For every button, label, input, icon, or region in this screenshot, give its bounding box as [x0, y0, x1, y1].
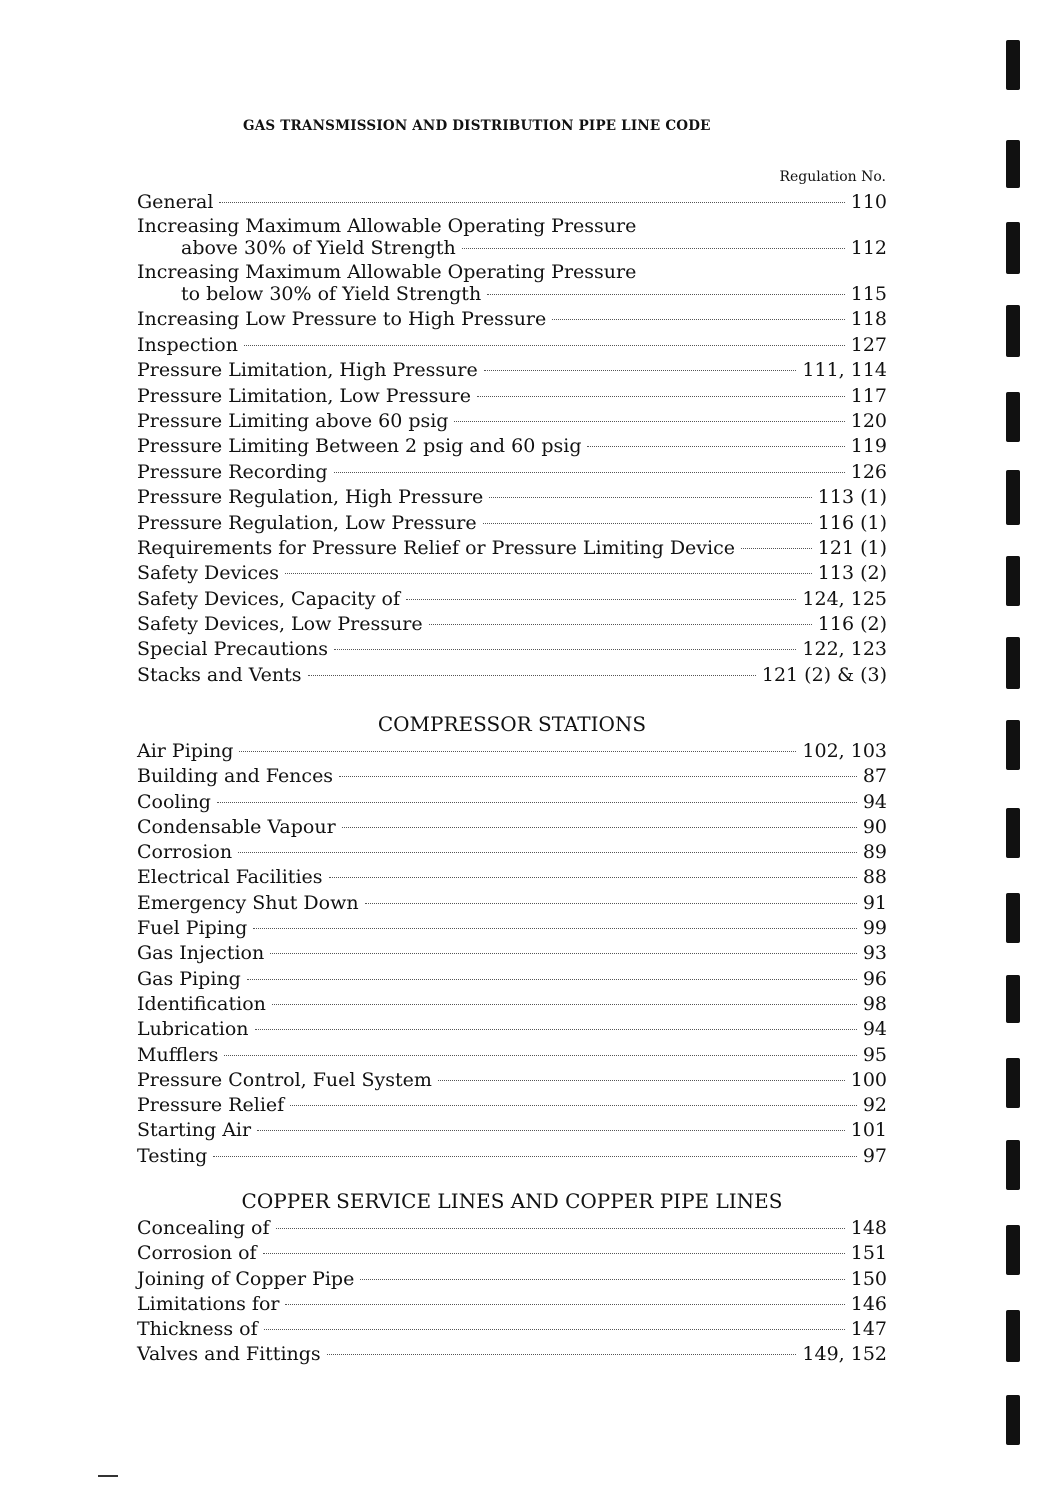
dot-leader — [484, 370, 797, 371]
entry-label: Fuel Piping — [137, 917, 248, 940]
entry-ref: 93 — [862, 942, 887, 965]
index-entry — [137, 1241, 887, 1266]
entry-ref: 116 (2) — [817, 613, 887, 636]
entry-label: Electrical Facilities — [137, 866, 323, 889]
binding-mark — [1006, 140, 1020, 188]
entry-label: Corrosion — [137, 841, 233, 864]
binding-mark — [1006, 470, 1020, 525]
dot-leader — [219, 202, 844, 203]
binding-mark — [1006, 1225, 1020, 1275]
binding-mark — [1006, 893, 1020, 943]
entry-label: Safety Devices, Capacity of — [137, 587, 400, 610]
entry-label: Pressure Limitation, High Pressure — [137, 359, 478, 382]
dot-leader — [454, 421, 844, 422]
entry-label: Stacks and Vents — [137, 663, 302, 686]
entry-ref: 120 — [850, 409, 887, 432]
entry-ref: 113 (2) — [817, 562, 887, 585]
dot-leader — [477, 396, 845, 397]
scan-artifact — [98, 1475, 118, 1477]
entry-label: Identification — [137, 992, 266, 1015]
entry-ref: 148 — [850, 1217, 887, 1239]
dot-leader — [334, 472, 845, 473]
entry-label: Pressure Regulation, High Pressure — [137, 486, 484, 509]
entry-ref: 92 — [862, 1094, 887, 1117]
index-entry — [137, 215, 887, 261]
binding-mark — [1006, 40, 1020, 90]
general-section — [137, 190, 887, 688]
entry-label: Building and Fences — [137, 765, 334, 788]
index-entry — [137, 916, 887, 941]
entry-label: Gas Injection — [137, 942, 265, 965]
dot-leader — [253, 928, 857, 929]
entry-label: Pressure Relief — [137, 1094, 285, 1117]
entry-ref: 121 (1) — [817, 536, 887, 559]
index-entry — [137, 663, 887, 688]
dot-leader — [741, 548, 812, 549]
index-entry — [137, 460, 887, 485]
entry-label: Starting Air — [137, 1119, 252, 1142]
entry-label: Safety Devices — [137, 562, 279, 585]
index-entry — [137, 190, 887, 215]
index-entry — [137, 409, 887, 434]
binding-mark — [1006, 392, 1020, 442]
entry-label: Concealing of — [137, 1217, 270, 1239]
entry-ref: 112 — [850, 237, 887, 260]
index-entry — [137, 1093, 887, 1118]
dot-leader — [327, 1354, 797, 1355]
dot-leader — [263, 1253, 845, 1254]
entry-label: Corrosion of — [137, 1242, 257, 1265]
index-entry — [137, 637, 887, 662]
entry-ref: 102, 103 — [802, 740, 887, 762]
index-entry — [137, 261, 887, 307]
index-entry — [137, 1017, 887, 1042]
entry-label: Special Precautions — [137, 638, 329, 661]
entry-label: Increasing Maximum Allowable Operating Pressure — [137, 215, 637, 238]
index-entry — [137, 384, 887, 409]
entry-label: Joining of Copper Pipe — [137, 1267, 355, 1290]
dot-leader — [342, 827, 857, 828]
dot-leader — [587, 446, 844, 447]
dot-leader — [272, 1004, 857, 1005]
dot-leader — [217, 802, 857, 803]
entry-ref: 147 — [850, 1318, 887, 1341]
dot-leader — [239, 751, 796, 752]
entry-ref: 151 — [850, 1242, 887, 1265]
index-entry — [137, 1342, 887, 1367]
entry-ref: 115 — [850, 283, 887, 306]
entry-ref: 127 — [850, 333, 887, 356]
entry-ref: 111, 114 — [802, 359, 887, 382]
entry-ref: 90 — [862, 815, 887, 838]
index-entry — [137, 1068, 887, 1093]
entry-ref: 116 (1) — [817, 511, 887, 534]
entry-label: Gas Piping — [137, 967, 241, 990]
entry-label: Testing — [137, 1144, 208, 1167]
dot-leader — [406, 599, 796, 600]
index-entry — [137, 485, 887, 510]
dot-leader — [238, 852, 857, 853]
section-heading: COMPRESSOR STATIONS — [377, 712, 647, 736]
entry-ref: 94 — [862, 790, 887, 813]
index-entry — [137, 992, 887, 1017]
entry-label: Cooling — [137, 790, 211, 813]
binding-mark — [1006, 556, 1020, 606]
entry-ref: 121 (2) & (3) — [761, 663, 887, 686]
dot-leader — [438, 1080, 845, 1081]
index-entry — [137, 1317, 887, 1342]
entry-ref: 119 — [850, 435, 887, 458]
copper-lines-section — [137, 1186, 887, 1368]
dot-leader — [429, 624, 812, 625]
entry-ref: 101 — [850, 1119, 887, 1142]
dot-leader — [339, 776, 857, 777]
entry-label: Pressure Recording — [137, 460, 328, 483]
dot-leader — [244, 345, 845, 346]
index-entry — [137, 764, 887, 789]
binding-mark — [1006, 975, 1020, 1023]
entry-ref: 96 — [862, 967, 887, 990]
binding-mark — [1006, 305, 1020, 357]
index-entry — [137, 1292, 887, 1317]
entry-label: Limitations for — [137, 1292, 280, 1315]
entry-ref: 87 — [862, 765, 887, 788]
entry-label: Pressure Limiting Between 2 psig and 60 psig — [137, 435, 582, 458]
entry-label: Requirements for Pressure Relief or Pressure Limiting Device — [137, 536, 735, 559]
dot-leader — [224, 1055, 856, 1056]
binding-mark — [1006, 1395, 1020, 1445]
entry-label: Safety Devices, Low Pressure — [137, 613, 423, 636]
entry-ref: 100 — [850, 1068, 887, 1091]
entry-label: Pressure Limiting above 60 psig — [137, 409, 449, 432]
entry-ref: 94 — [862, 1018, 887, 1041]
index-entry — [137, 815, 887, 840]
section-heading: COPPER SERVICE LINES AND COPPER PIPE LINES — [241, 1189, 783, 1213]
dot-leader — [365, 903, 857, 904]
dot-leader — [257, 1130, 845, 1131]
entry-ref: 91 — [862, 891, 887, 914]
index-entry — [137, 840, 887, 865]
entry-label: Mufflers — [137, 1043, 219, 1066]
entry-label: Thickness of — [137, 1318, 258, 1341]
entry-ref: 110 — [850, 191, 887, 213]
binding-mark — [1006, 720, 1020, 770]
binding-mark — [1006, 1310, 1020, 1362]
dot-leader — [462, 248, 845, 249]
dot-leader — [264, 1329, 845, 1330]
entry-label: Increasing Low Pressure to High Pressure — [137, 308, 547, 331]
entry-label: Lubrication — [137, 1018, 249, 1041]
dot-leader — [285, 1304, 844, 1305]
index-entry — [137, 739, 887, 764]
index-entry — [137, 612, 887, 637]
entry-ref: 99 — [862, 917, 887, 940]
entry-ref: 146 — [850, 1292, 887, 1315]
compressor-stations-section — [137, 709, 887, 1169]
index-entry — [137, 587, 887, 612]
dot-leader — [308, 675, 756, 676]
entry-ref: 89 — [862, 841, 887, 864]
entry-ref: 113 (1) — [817, 486, 887, 509]
index-entry — [137, 1118, 887, 1143]
dot-leader — [489, 497, 811, 498]
dot-leader — [483, 523, 812, 524]
dot-leader — [290, 1105, 857, 1106]
entry-ref: 118 — [850, 308, 887, 331]
binding-mark — [1006, 1140, 1020, 1190]
dot-leader — [552, 319, 844, 320]
dot-leader — [285, 573, 812, 574]
entry-label: Condensable Vapour — [137, 815, 336, 838]
entry-label: Air Piping — [137, 740, 234, 762]
index-entry — [137, 790, 887, 815]
dot-leader — [255, 1029, 857, 1030]
dot-leader — [276, 1228, 845, 1229]
entry-label: Emergency Shut Down — [137, 891, 359, 914]
entry-label: Pressure Limitation, Low Pressure — [137, 384, 471, 407]
entry-label: General — [137, 191, 214, 213]
entry-ref: 122, 123 — [802, 638, 887, 661]
entry-label-continued: above 30% of Yield Strength — [181, 237, 456, 260]
index-entry — [137, 1144, 887, 1169]
index-entry — [137, 511, 887, 536]
entry-label: Increasing Maximum Allowable Operating Pressure — [137, 261, 637, 284]
index-entry — [137, 536, 887, 561]
binding-mark — [1006, 808, 1020, 858]
entry-ref: 149, 152 — [802, 1343, 887, 1366]
entry-ref: 124, 125 — [802, 587, 887, 610]
index-entry — [137, 865, 887, 890]
binding-mark — [1006, 1058, 1020, 1108]
index-entry — [137, 1043, 887, 1068]
dot-leader — [247, 979, 857, 980]
column-header: Regulation No. — [779, 169, 886, 185]
index-entry — [137, 358, 887, 383]
page-title: GAS TRANSMISSION AND DISTRIBUTION PIPE LINE CODE — [243, 118, 711, 134]
binding-mark — [1006, 637, 1020, 689]
index-entry — [137, 561, 887, 586]
binding-mark — [1006, 222, 1020, 274]
dot-leader — [329, 877, 857, 878]
dot-leader — [360, 1279, 844, 1280]
entry-ref: 150 — [850, 1267, 887, 1290]
index-entry — [137, 434, 887, 459]
index-entry — [137, 333, 887, 358]
entry-label: Valves and Fittings — [137, 1343, 321, 1366]
entry-label: Pressure Control, Fuel System — [137, 1068, 432, 1091]
index-entry — [137, 941, 887, 966]
entry-ref: 117 — [850, 384, 887, 407]
index-entry — [137, 891, 887, 916]
dot-leader — [487, 294, 845, 295]
entry-ref: 97 — [862, 1144, 887, 1167]
index-entry — [137, 1267, 887, 1292]
dot-leader — [270, 953, 857, 954]
entry-label: Pressure Regulation, Low Pressure — [137, 511, 477, 534]
dot-leader — [213, 1156, 857, 1157]
entry-ref: 88 — [862, 866, 887, 889]
entry-ref: 126 — [850, 460, 887, 483]
index-entry — [137, 307, 887, 332]
entry-ref: 98 — [862, 992, 887, 1015]
index-entry — [137, 967, 887, 992]
index-entry — [137, 1216, 887, 1241]
entry-label-continued: to below 30% of Yield Strength — [181, 283, 482, 306]
entry-ref: 95 — [862, 1043, 887, 1066]
entry-label: Inspection — [137, 333, 238, 356]
dot-leader — [334, 649, 796, 650]
